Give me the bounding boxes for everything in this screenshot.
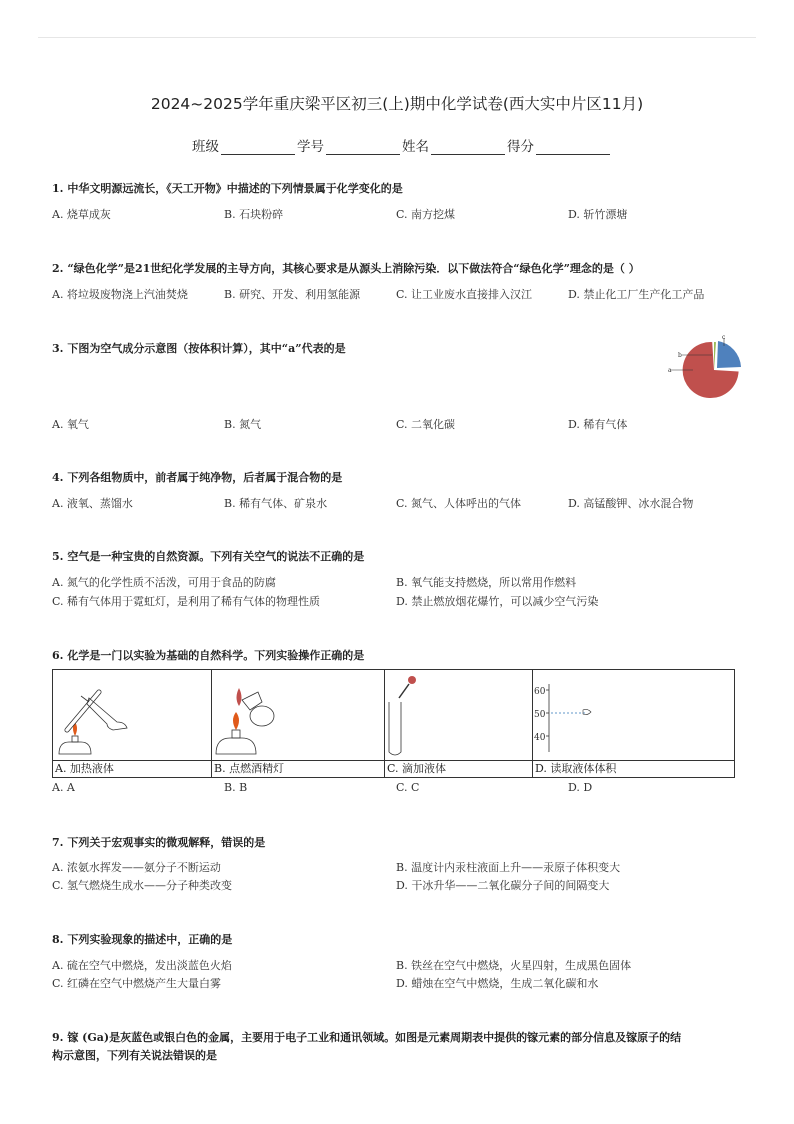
q1-option-a[interactable]: A. 烧草成灰 — [52, 208, 111, 221]
name-blank[interactable] — [431, 140, 505, 155]
pie-slice-b — [714, 342, 716, 370]
q4-option-b[interactable]: B. 稀有气体、矿泉水 — [224, 497, 328, 510]
question-2-stem: 2. “绿色化学”是21世纪化学发展的主导方向，其核心要求是从源头上消除污染．以下做法符合“绿色化学”理念的是（ ） — [52, 262, 640, 275]
caption-c: C. 滴加液体 — [385, 761, 533, 778]
q8-option-d[interactable]: D. 蜡烛在空气中燃烧，生成二氧化碳和水 — [396, 977, 599, 990]
pie-label-a: a — [668, 367, 672, 374]
student-id-label: 学号 — [297, 139, 324, 155]
q6-option-d[interactable]: D. D — [568, 781, 593, 794]
q6-option-a[interactable]: A. A — [52, 781, 75, 794]
lab-operations-table — [52, 669, 735, 778]
question-7-stem: 7. 下列关于宏观事实的微观解释，错误的是 — [52, 836, 266, 849]
top-rule — [38, 37, 756, 38]
name-label: 姓名 — [402, 139, 429, 155]
q8-option-b[interactable]: B. 铁丝在空气中燃烧，火星四射，生成黑色固体 — [396, 959, 632, 972]
question-8-stem: 8. 下列实验现象的描述中，正确的是 — [52, 933, 233, 946]
q7-option-a[interactable]: A. 浓氨水挥发——氨分子不断运动 — [52, 861, 221, 874]
q4-option-c[interactable]: C. 氮气、人体呼出的气体 — [396, 497, 522, 510]
pie-label-c: c — [722, 334, 726, 341]
caption-b: B. 点燃酒精灯 — [212, 761, 385, 778]
figure-lighting-alcohol-lamp — [212, 670, 385, 761]
page-title: 2024~2025学年重庆梁平区初三(上)期中化学试卷(西大实中片区11月) — [150, 95, 644, 113]
question-9-stem-line2: 构示意图，下列有关说法错误的是 — [52, 1049, 217, 1062]
figure-heating-liquid — [53, 670, 212, 761]
cylinder-tick-60: 60 — [534, 687, 546, 697]
q6-option-b[interactable]: B. B — [224, 781, 248, 794]
student-id-blank[interactable] — [326, 140, 400, 155]
figure-dropping-liquid — [385, 670, 533, 761]
question-9-stem-line1: 9. 镓 (Ga)是灰蓝色或银白色的金属，主要用于电子工业和通讯领域。如图是元素周期表中提供的镓元素的部分信息及镓原子的结 — [52, 1031, 682, 1044]
air-composition-pie — [668, 334, 748, 414]
question-1-stem: 1. 中华文明源远流长，《天工开物》中描述的下列情景属于化学变化的是 — [52, 182, 403, 195]
cylinder-tick-50: 50 — [534, 710, 546, 720]
q1-option-c[interactable]: C. 南方挖煤 — [396, 208, 456, 221]
question-5-stem: 5. 空气是一种宝贵的自然资源。下列有关空气的说法不正确的是 — [52, 550, 365, 563]
caption-a: A. 加热液体 — [53, 761, 212, 778]
score-label: 得分 — [507, 139, 534, 155]
figure-reading-cylinder — [533, 670, 735, 761]
q1-option-d[interactable]: D. 斩竹漂塘 — [568, 208, 628, 221]
q2-option-b[interactable]: B. 研究、开发、利用氢能源 — [224, 288, 361, 301]
q8-option-c[interactable]: C. 红磷在空气中燃烧产生大量白雾 — [52, 977, 222, 990]
pie-label-b: b — [678, 352, 682, 359]
q5-option-d[interactable]: D. 禁止燃放烟花爆竹，可以减少空气污染 — [396, 595, 599, 608]
cylinder-tick-40: 40 — [534, 733, 546, 743]
q1-option-b[interactable]: B. 石块粉碎 — [224, 208, 284, 221]
q7-option-d[interactable]: D. 干冰升华——二氧化碳分子间的间隔变大 — [396, 879, 610, 892]
q4-option-a[interactable]: A. 液氧、蒸馏水 — [52, 497, 133, 510]
q4-option-d[interactable]: D. 高锰酸钾、冰水混合物 — [568, 497, 694, 510]
q7-option-b[interactable]: B. 温度计内汞柱液面上升——汞原子体积变大 — [396, 861, 621, 874]
q3-option-a[interactable]: A. 氧气 — [52, 418, 89, 431]
pie-slice-c — [717, 341, 741, 368]
q2-option-a[interactable]: A. 将垃圾废物浇上汽油焚烧 — [52, 288, 188, 301]
question-6-stem: 6. 化学是一门以实验为基础的自然科学。下列实验操作正确的是 — [52, 649, 365, 662]
q7-option-c[interactable]: C. 氢气燃烧生成水——分子种类改变 — [52, 879, 233, 892]
q3-option-b[interactable]: B. 氮气 — [224, 418, 262, 431]
q5-option-a[interactable]: A. 氮气的化学性质不活泼，可用于食品的防腐 — [52, 576, 276, 589]
q5-option-c[interactable]: C. 稀有气体用于霓虹灯，是利用了稀有气体的物理性质 — [52, 595, 321, 608]
q8-option-a[interactable]: A. 硫在空气中燃烧，发出淡蓝色火焰 — [52, 959, 232, 972]
q3-option-c[interactable]: C. 二氧化碳 — [396, 418, 456, 431]
score-blank[interactable] — [536, 140, 610, 155]
q2-option-d[interactable]: D. 禁止化工厂生产化工产品 — [568, 288, 705, 301]
student-info-line — [192, 135, 612, 155]
q5-option-b[interactable]: B. 氧气能支持燃烧，所以常用作燃料 — [396, 576, 577, 589]
q2-option-c[interactable]: C. 让工业废水直接排入汉江 — [396, 288, 533, 301]
class-blank[interactable] — [221, 140, 295, 155]
question-4-stem: 4. 下列各组物质中，前者属于纯净物，后者属于混合物的是 — [52, 471, 343, 484]
q6-option-c[interactable]: C. C — [396, 781, 420, 794]
caption-d: D. 读取液体体积 — [533, 761, 735, 778]
q3-option-d[interactable]: D. 稀有气体 — [568, 418, 628, 431]
question-3-stem: 3. 下图为空气成分示意图（按体积计算），其中“a”代表的是 — [52, 342, 346, 355]
class-label: 班级 — [192, 139, 219, 155]
